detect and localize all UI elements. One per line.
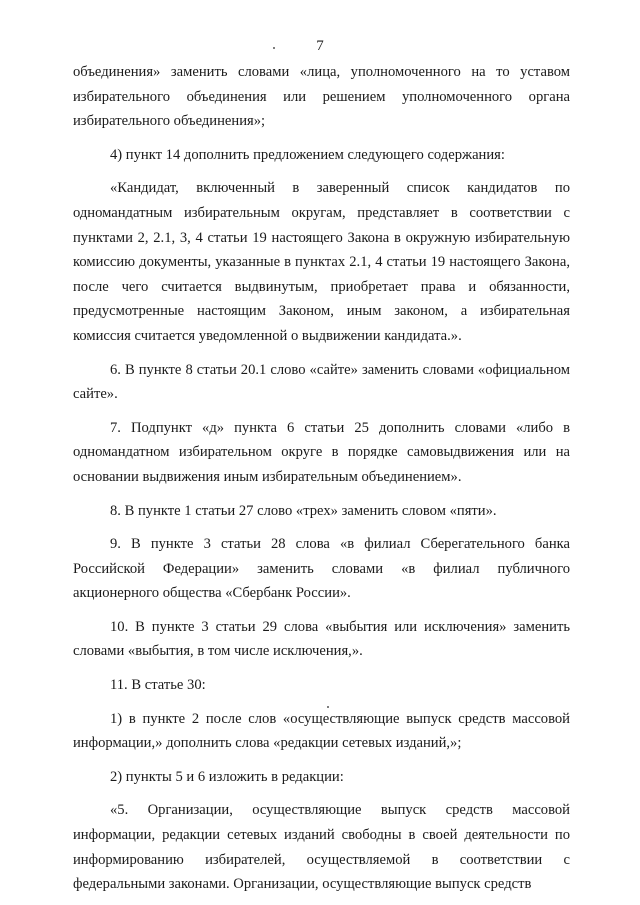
- paragraph-item-10: 10. В пункте 3 статьи 29 слова «выбытия или исключения» заменить словами «выбытия, в том числе исключения,».: [73, 618, 570, 660]
- paragraph-item-8: 8. В пункте 1 статьи 27 слово «трех» заменить словом «пяти».: [110, 502, 497, 519]
- paragraph-item-9: 9. В пункте 3 статьи 28 слова «в филиал Сберегательного банка Российской Федерации» заменить словами «в филиал публичного акционерного общества «Сбербанк России».: [73, 536, 570, 602]
- paragraph-continuation: объединения» заменить словами «лица, уполномоченного на то уставом избирательного объединения или решением уполномоченного органа избирательного объединения»;: [73, 64, 570, 130]
- document-body: [73, 60, 570, 897]
- paragraph-quoted-item-5: «5. Организации, осуществляющие выпуск средств массовой информации, редакции сетевых изданий свободны в своей деятельности по информированию избирателей, осуществляемой в соответствии с федеральными законами. Организации, осуществляющие выпуск средств: [73, 802, 570, 893]
- paragraph-quoted-candidate: «Кандидат, включенный в заверенный список кандидатов по одномандатным избирательным округам, представляет в соответствии с пунктами 2, 2.1, 3, 4 статьи 19 настоящего Закона в окружную избирательную комиссию документы, указанные в пунктах 2.1, 4 статьи 19 настоящего Закона, после чего считается выдвинутым, приобретает права и обязанности, предусмотренные настоящим Законом, иным законом, а избирательная комиссия считается уведомленной о выдвижении кандидата.».: [73, 180, 570, 344]
- scan-speck: [327, 706, 329, 708]
- paragraph-item-7: 7. Подпункт «д» пункта 6 статьи 25 дополнить словами «либо в одномандатном избирательном округе в порядке самовыдвижения или на основании выдвижения иным избирательным объединением».: [73, 419, 570, 485]
- page-number: 7: [316, 38, 324, 54]
- scan-speck: [273, 47, 275, 49]
- paragraph-item-6: 6. В пункте 8 статьи 20.1 слово «сайте» заменить словами «официальном сайте».: [73, 361, 570, 403]
- paragraph-item-4: 4) пункт 14 дополнить предложением следующего содержания:: [110, 146, 505, 163]
- paragraph-item-11: 11. В статье 30:: [110, 677, 206, 694]
- paragraph-subitem-2: 2) пункты 5 и 6 изложить в редакции:: [110, 768, 344, 785]
- paragraph-subitem-1: 1) в пункте 2 после слов «осуществляющие выпуск средств массовой информации,» дополнить слова «редакции сетевых изданий,»;: [73, 710, 570, 752]
